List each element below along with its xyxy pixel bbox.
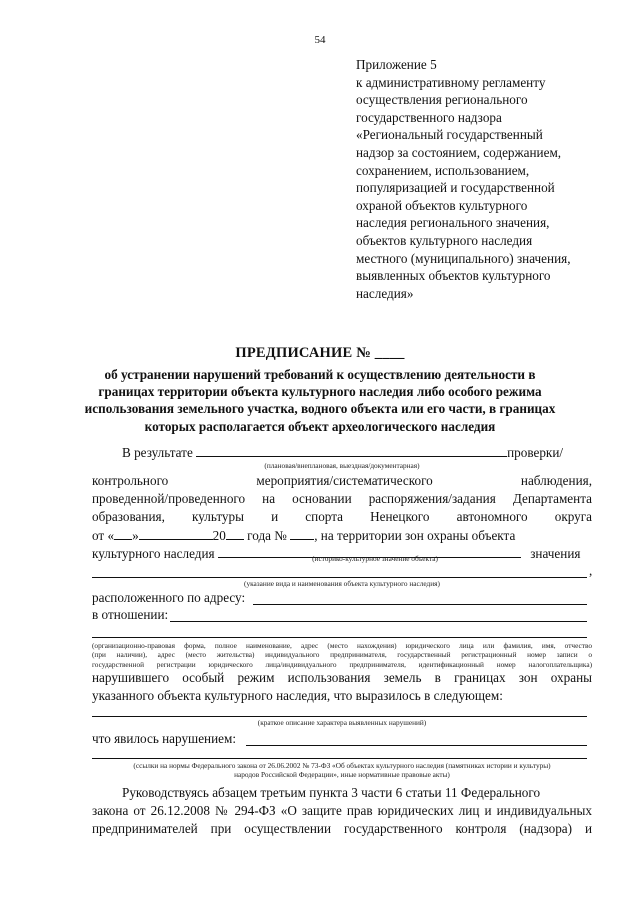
check-word: проверки/: [507, 445, 564, 460]
control-word: мероприятия/систематического: [256, 473, 433, 488]
subtitle-line: использования земельного участка, водного объекта или его части, в границах: [84, 401, 556, 417]
closing-line-3: предпринимателей при осуществлении государственного контроля (надзора) и: [92, 821, 592, 836]
description-field[interactable]: [92, 716, 587, 717]
caption-norms-line: (ссылки на нормы Федерального закона от 26.06.2002 № 73-ФЗ «Об объектах культурного наследия (памятниках истории и культуры): [133, 761, 551, 770]
education-word: и: [271, 509, 279, 524]
caption-entity-line: (при наличии), адрес (место жительства) индивидуального предпринимателя, государственный регистрационный номер записи о: [92, 650, 592, 660]
page-number: 54: [314, 34, 326, 46]
appendix-line: наследия»: [356, 285, 414, 301]
subtitle-line: границах территории объекта культурного наследия либо особого режима: [98, 384, 542, 400]
violation-line-1: нарушившего особый режим использования земель в границах зон охраны: [92, 670, 592, 685]
number-field[interactable]: [290, 527, 314, 540]
appendix-line: объектов культурного наследия: [356, 232, 533, 248]
caption-description: (краткое описание характера выявленных нарушений): [257, 718, 427, 727]
territory-text: , на территории зон охраны объекта: [314, 528, 516, 543]
appendix-line: к административному регламенту: [356, 74, 546, 90]
appendix-line: местного (муниципального) значения,: [356, 250, 571, 266]
appendix-line: охраной объектов культурного: [356, 197, 528, 213]
education-word: Ненецкого: [370, 509, 430, 524]
violation-line-2: указанного объекта культурного наследия, что выразилось в следующем:: [92, 688, 503, 703]
caption-entity: [92, 641, 592, 669]
document-subtitle: [60, 366, 580, 435]
result-line: [92, 444, 592, 461]
year-field[interactable]: [226, 527, 244, 540]
caption-significance: (историко-культурное значение объекта): [312, 554, 438, 563]
control-word: контрольного: [92, 473, 169, 488]
object-comma: ,: [589, 563, 593, 578]
regarding-label: в отношении:: [92, 607, 169, 622]
control-line: [92, 473, 592, 489]
norms-field[interactable]: [92, 758, 587, 759]
appendix-line: сохранением, использованием,: [356, 162, 530, 178]
date-mid: »: [132, 528, 139, 543]
caption-norms: [92, 761, 592, 780]
conducted-line: проведенной/проведенного на основании распоряжения/задания Департамента: [92, 491, 592, 506]
caption-entity-line: государственной регистрации юридического лица/индивидуального предпринимателя, идентификационный номер налогоплательщика): [92, 659, 592, 669]
subtitle-line: об устранении нарушений требований к осуществлению деятельности в: [104, 367, 536, 382]
document-title: ПРЕДПИСАНИЕ № ____: [235, 345, 405, 361]
regarding-field[interactable]: [170, 621, 587, 622]
address-field[interactable]: [253, 604, 587, 605]
result-prefix: В результате: [122, 445, 193, 460]
appendix-line: осуществления регионального: [356, 92, 528, 108]
education-word: спорта: [305, 509, 343, 524]
appendix-line: выявленных объектов культурного: [356, 268, 551, 284]
date-prefix: от «: [92, 528, 115, 543]
violation-field[interactable]: [246, 745, 587, 746]
date-line: [92, 527, 592, 544]
caption-entity-line: (организационно-правовая форма, полное наименование, адрес (место нахождения) юридического лица или фамилия, имя, отчество: [92, 641, 592, 650]
education-word: образования,: [92, 509, 165, 524]
check-type-field[interactable]: [196, 444, 507, 457]
year-prefix: 20: [212, 528, 226, 543]
education-word: округа: [554, 509, 593, 524]
subtitle-line: которых располагается объект археологического наследия: [144, 418, 496, 434]
violation-label: что явилось нарушением:: [92, 731, 237, 746]
month-field[interactable]: [139, 527, 213, 540]
address-label: расположенного по адресу:: [92, 590, 246, 605]
closing-line-1: [92, 785, 592, 801]
entity-field[interactable]: [92, 637, 587, 638]
caption-object: (указание вида и наименования объекта культурного наследия): [244, 579, 440, 588]
appendix-header: [356, 56, 624, 302]
caption-norms-line: народов Российской Федерации», иные нормативные правовые акты): [234, 770, 450, 780]
education-line: [92, 509, 592, 525]
closing-text: Руководствуясь абзацем третьим пункта 3 части 6 статьи 11 Федерального: [122, 785, 541, 800]
year-word: года №: [247, 528, 287, 543]
object-name-field[interactable]: [92, 577, 587, 578]
appendix-line: «Региональный государственный: [356, 127, 543, 143]
appendix-line: наследия регионального значения,: [356, 215, 550, 231]
appendix-line: надзор за состоянием, содержанием,: [356, 144, 562, 160]
appendix-line: Приложение 5: [356, 57, 437, 72]
day-field[interactable]: [114, 527, 132, 540]
appendix-line: государственного надзора: [356, 109, 502, 125]
education-word: автономного: [456, 509, 528, 524]
education-word: культуры: [192, 509, 244, 524]
caption-check-type: (плановая/внеплановая, выездная/документарная): [264, 461, 420, 470]
heritage-prefix: культурного наследия: [92, 546, 215, 561]
closing-line-2: закона от 26.12.2008 № 294-ФЗ «О защите прав юридических лиц и индивидуальных: [92, 803, 592, 818]
appendix-line: популяризацией и государственной: [356, 180, 555, 196]
control-word: наблюдения,: [520, 473, 592, 488]
heritage-suffix: значения: [530, 546, 581, 561]
